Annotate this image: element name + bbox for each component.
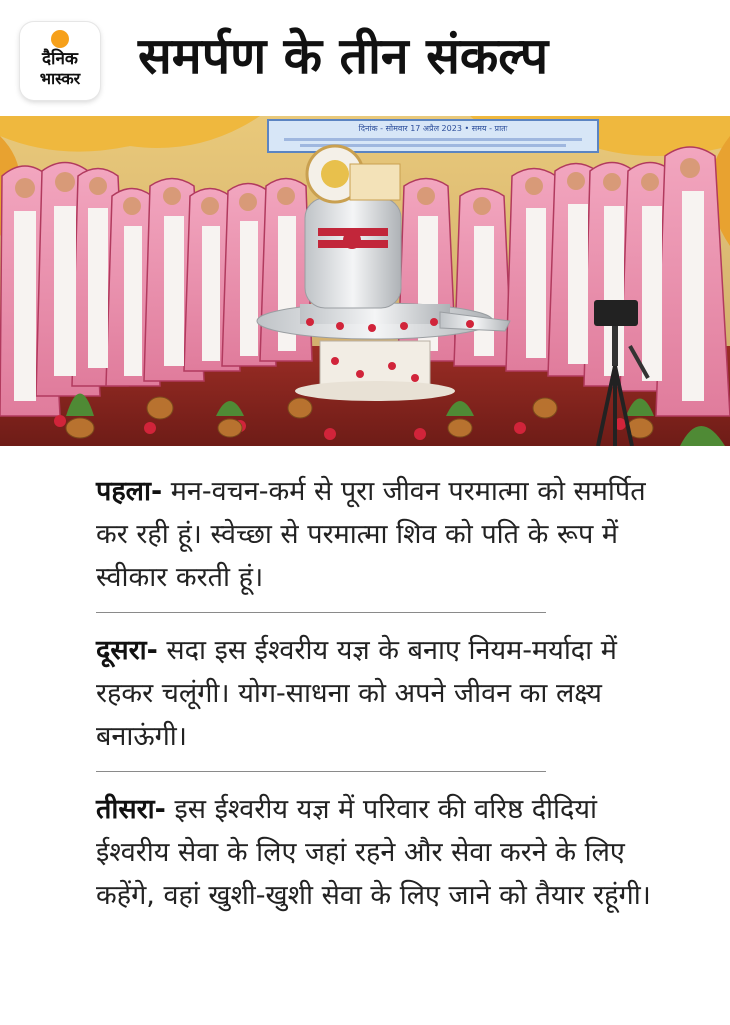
sun-icon (51, 30, 69, 48)
pledge-second (96, 629, 656, 758)
pledge-third-label: तीसरा- (96, 794, 166, 825)
logo-line-1: दैनिक (42, 49, 78, 69)
header (0, 0, 730, 116)
pledge-first-label: पहला- (96, 476, 163, 507)
pledge-third (96, 788, 656, 917)
divider (96, 612, 546, 613)
pledge-first-text: मन-वचन-कर्म से पूरा जीवन परमात्मा को समर्पित कर रही हूं। स्वेच्छा से परमात्मा शिव को पति के रूप में स्वीकार करती हूं। (96, 476, 646, 593)
logo-line-2: भास्कर (39, 69, 81, 88)
pledge-second-label: दूसरा- (96, 635, 158, 666)
pledge-second-text: सदा इस ईश्वरीय यज्ञ के बनाए नियम-मर्यादा में रहकर चलूंगी। योग-साधना को अपने जीवन का लक्ष्य बनाऊंगी। (96, 635, 617, 752)
pledge-third-text: इस ईश्वरीय यज्ञ में परिवार की वरिष्ठ दीदियां ईश्वरीय सेवा के लिए जहां रहने और सेवा करने के लिए कहेंगे, वहां खुशी-खुशी सेवा के लिए जाने को तैयार रहूंगी। (96, 794, 651, 911)
divider (96, 771, 546, 772)
dainik-bhaskar-logo[interactable] (20, 22, 100, 100)
banner-text: दिनांक - सोमवार 17 अप्रैल 2023 • समय - प्रातः (358, 124, 508, 133)
pledges (96, 470, 656, 917)
pledge-first (96, 470, 656, 599)
page-title: समर्पण के तीन संकल्प (138, 27, 549, 85)
ceremony-photo (0, 116, 730, 446)
